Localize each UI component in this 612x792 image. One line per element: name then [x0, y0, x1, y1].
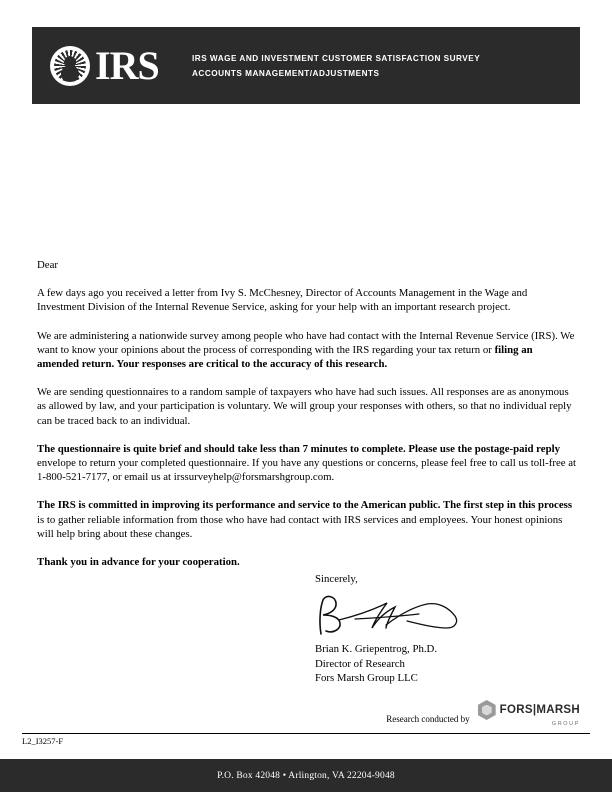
- closing-line: Thank you in advance for your cooperation.: [37, 556, 240, 569]
- paragraph-4: [37, 442, 577, 485]
- paragraph-5-plain: is to gather reliable information from those who have had contact with IRS services and employees. Your honest opinions will help bring about these changes.: [37, 513, 563, 540]
- paragraph-3: We are sending questionnaires to a random sample of taxpayers who have had such issues. All responses are as anonymous as allowed by law, and your participation is voluntary. We will group your responses with others, so that no individual reply can be traced back to an individual.: [37, 386, 572, 427]
- letter-body: [37, 258, 577, 583]
- signer-details: [315, 642, 565, 686]
- header-title-line1: IRS WAGE AND INVESTMENT CUSTOMER SATISFACTION SURVEY: [192, 53, 481, 63]
- fors-marsh-sublabel: GROUP: [551, 721, 580, 727]
- header-title-line2: ACCOUNTS MANAGEMENT/ADJUSTMENTS: [192, 68, 380, 78]
- signer-name: Brian K. Griepentrog, Ph.D.: [315, 643, 438, 656]
- paragraph-4-bold: The questionnaire is quite brief and should take less than 7 minutes to complete. Please use the postage-paid reply: [37, 442, 560, 455]
- paragraph-4-plain: envelope to return your completed questionnaire. If you have any questions or concerns, please feel free to call us toll-free at 1-800-521-7177, or email us at irssurveyhelp@forsmarshgroup.com.: [37, 457, 577, 484]
- footer-address-band: [0, 759, 612, 792]
- research-credit-label: Research conducted by: [386, 714, 470, 724]
- irs-eagle-seal-icon: [50, 46, 90, 86]
- handwritten-signature: [315, 594, 465, 638]
- fors-marsh-wordmark: FORS|MARSH: [499, 704, 580, 716]
- signer-organization: Fors Marsh Group LLC: [315, 672, 418, 685]
- signer-title: Director of Research: [315, 657, 405, 670]
- header-title: [192, 51, 480, 81]
- paragraph-5-bold: The IRS is committed in improving its performance and service to the American public. The first step in this process: [37, 499, 573, 512]
- irs-wordmark: IRS: [95, 42, 159, 88]
- footer-divider: [22, 733, 590, 734]
- fors-marsh-logo: [478, 700, 580, 727]
- paragraph-1: A few days ago you received a letter from Ivy S. McChesney, Director of Accounts Management in the Wage and Investment Division of the Internal Revenue Service, asking for your help with an important research project.: [37, 287, 528, 314]
- research-credit: [386, 700, 580, 727]
- footer-address: P.O. Box 42048 • Arlington, VA 22204-9048: [217, 770, 395, 781]
- paragraph-2-bold: filing an amended return. Your responses are critical to the accuracy of this research.: [37, 343, 533, 371]
- letterhead-header: [32, 27, 580, 104]
- signature-block: [315, 572, 565, 686]
- document-code: L2_I3257-F: [22, 736, 64, 746]
- paragraph-2-plain: We are administering a nationwide survey among people who have had contact with the Internal Revenue Service (IRS). We want to know your opinions about the process of corresponding with the IRS regarding your tax return or: [37, 329, 575, 356]
- fors-marsh-hexagon-icon: [478, 700, 496, 720]
- paragraph-5: [37, 498, 577, 541]
- paragraph-2: [37, 329, 577, 372]
- salutation: Dear: [37, 259, 58, 271]
- irs-logo: [50, 42, 178, 88]
- sincerely-line: Sincerely,: [315, 573, 358, 585]
